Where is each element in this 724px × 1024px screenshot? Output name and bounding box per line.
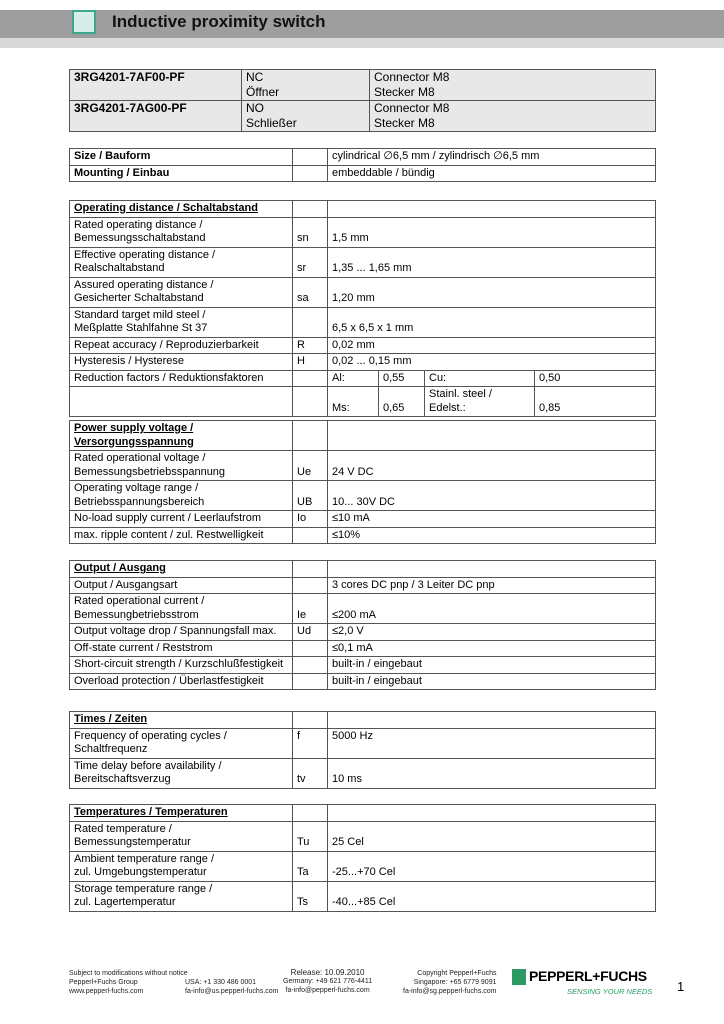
spec-label bbox=[70, 481, 293, 511]
spec-label bbox=[70, 247, 293, 277]
section-title: Times / Zeiten bbox=[70, 712, 293, 729]
footer-usa-phone: USA: +1 330 486 0001 bbox=[185, 979, 257, 986]
reduction-row bbox=[70, 370, 656, 387]
spec-value: 10... 30V DC bbox=[328, 481, 656, 511]
spec-value: 25 Cel bbox=[328, 821, 656, 851]
connection-en: Connector M8 bbox=[374, 101, 450, 115]
spec-symbol bbox=[293, 640, 328, 657]
spec-row bbox=[70, 624, 656, 641]
material-label: Ms: bbox=[328, 387, 379, 417]
footer-web-link[interactable]: www.pepperl-fuchs.com bbox=[69, 988, 144, 995]
spec-label-de: Realschaltabstand bbox=[74, 262, 165, 274]
spec-label: max. ripple content / zul. Restwelligkeit bbox=[70, 527, 293, 544]
section-header-row bbox=[70, 421, 656, 451]
product-connection bbox=[370, 101, 656, 132]
section-title-en: Power supply voltage / bbox=[74, 422, 194, 434]
product-row bbox=[70, 101, 656, 132]
spec-value: embeddable / bündig bbox=[328, 165, 656, 182]
spec-label bbox=[70, 307, 293, 337]
spec-value: 3 cores DC pnp / 3 Leiter DC pnp bbox=[328, 577, 656, 594]
spec-symbol bbox=[293, 577, 328, 594]
spec-label-en: Ambient temperature range / bbox=[74, 852, 215, 865]
footer-singapore-phone: Singapore: +65 6779 9091 bbox=[413, 979, 497, 986]
spec-row bbox=[70, 821, 656, 851]
spec-value: 1,5 mm bbox=[328, 217, 656, 247]
section-title bbox=[70, 421, 293, 451]
page-number: 1 bbox=[677, 979, 685, 994]
spec-label bbox=[70, 728, 293, 758]
material-factor: 0,65 bbox=[379, 387, 425, 417]
material-factor: 0,85 bbox=[535, 387, 656, 417]
spec-value: -40...+85 Cel bbox=[328, 881, 656, 911]
spec-row bbox=[70, 640, 656, 657]
section-title: Output / Ausgang bbox=[70, 561, 293, 578]
spec-row bbox=[70, 728, 656, 758]
spec-label-de: Betriebsspannungsbereich bbox=[74, 495, 205, 508]
spec-value: ≤200 mA bbox=[328, 594, 656, 624]
spec-label-en: Frequency of operating cycles / bbox=[74, 729, 227, 742]
spec-label-en: Effective operating distance / bbox=[74, 248, 216, 261]
empty-cell bbox=[293, 370, 328, 387]
footer-usa bbox=[185, 978, 278, 996]
spec-label-en: Operating voltage range / bbox=[74, 482, 199, 494]
spec-row bbox=[70, 451, 656, 481]
spec-value: 1,20 mm bbox=[328, 277, 656, 307]
spec-label-en: Time delay before availability / bbox=[74, 759, 222, 772]
product-code: 3RG4201-7AF00-PF bbox=[70, 70, 242, 101]
times-table bbox=[69, 711, 656, 789]
spec-label-de: Bereitschaftsverzug bbox=[74, 773, 171, 785]
spec-label-de: zul. Umgebungstemperatur bbox=[74, 866, 207, 878]
company-slogan: SENSING YOUR NEEDS bbox=[567, 987, 653, 996]
spec-label-de: Gesicherter Schaltabstand bbox=[74, 292, 204, 304]
spec-symbol: Tu bbox=[293, 821, 328, 851]
spec-row bbox=[70, 851, 656, 881]
footer-germany-mail[interactable]: fa-info@pepperl-fuchs.com bbox=[285, 987, 370, 994]
spec-symbol: Ta bbox=[293, 851, 328, 881]
reduction-row bbox=[70, 387, 656, 417]
section-title: Temperatures / Temperaturen bbox=[70, 805, 293, 822]
spec-label bbox=[70, 594, 293, 624]
spec-value: 1,35 ... 1,65 mm bbox=[328, 247, 656, 277]
empty-cell bbox=[293, 712, 328, 729]
footer-singapore-mail[interactable]: fa-info@sg.pepperl-fuchs.com bbox=[403, 988, 497, 995]
spec-symbol: Ie bbox=[293, 594, 328, 624]
material-label: Stainl. steel / Edelst.: bbox=[425, 387, 535, 417]
spec-label: Overload protection / Überlastfestigkeit bbox=[70, 673, 293, 690]
spec-label-en: Rated operating distance / bbox=[74, 218, 203, 231]
spec-symbol bbox=[293, 165, 328, 182]
product-contact bbox=[242, 70, 370, 101]
spec-value: 24 V DC bbox=[328, 451, 656, 481]
product-connection bbox=[370, 70, 656, 101]
spec-label: Output / Ausgangsart bbox=[70, 577, 293, 594]
spec-symbol: sa bbox=[293, 277, 328, 307]
spec-value: ≤10% bbox=[328, 527, 656, 544]
spec-label: Off-state current / Reststrom bbox=[70, 640, 293, 657]
product-row bbox=[70, 70, 656, 101]
spec-label-de: Bemessungbetriebsstrom bbox=[74, 608, 199, 621]
spec-label: Reduction factors / Reduktionsfaktoren bbox=[70, 370, 293, 387]
spec-value: 6,5 x 6,5 x 1 mm bbox=[328, 307, 656, 337]
spec-value: 5000 Hz bbox=[328, 728, 656, 758]
empty-cell bbox=[328, 561, 656, 578]
spec-label: No-load supply current / Leerlaufstrom bbox=[70, 511, 293, 528]
spec-row bbox=[70, 657, 656, 674]
spec-value: 10 ms bbox=[328, 758, 656, 788]
connection-de: Stecker M8 bbox=[374, 85, 435, 99]
spec-symbol bbox=[293, 527, 328, 544]
empty-cell bbox=[293, 421, 328, 451]
spec-row bbox=[70, 337, 656, 354]
spec-label: Size / Bauform bbox=[70, 149, 293, 166]
footer-group: Pepperl+Fuchs Group bbox=[69, 979, 138, 986]
spec-row bbox=[70, 758, 656, 788]
spec-value: ≤0,1 mA bbox=[328, 640, 656, 657]
product-table bbox=[69, 69, 656, 132]
footer-germany bbox=[283, 968, 372, 995]
spec-symbol: sr bbox=[293, 247, 328, 277]
spec-symbol: Ts bbox=[293, 881, 328, 911]
spec-value: built-in / eingebaut bbox=[328, 657, 656, 674]
empty-cell bbox=[328, 421, 656, 451]
product-code: 3RG4201-7AG00-PF bbox=[70, 101, 242, 132]
spec-label: Repeat accuracy / Reproduzierbarkeit bbox=[70, 337, 293, 354]
empty-cell bbox=[328, 201, 656, 218]
spec-label-en: Rated operational voltage / bbox=[74, 452, 206, 464]
temperatures-table bbox=[69, 804, 656, 912]
spec-row bbox=[70, 149, 656, 166]
connection-en: Connector M8 bbox=[374, 70, 450, 84]
operating-distance-table bbox=[69, 200, 656, 417]
pepperl-fuchs-logo-icon bbox=[512, 969, 526, 985]
spec-label-de: zul. Lagertemperatur bbox=[74, 896, 176, 908]
material-factor: 0,55 bbox=[379, 370, 425, 387]
contact-en: NO bbox=[246, 101, 264, 115]
empty-cell bbox=[293, 387, 328, 417]
section-header-row bbox=[70, 805, 656, 822]
spec-label bbox=[70, 277, 293, 307]
section-header-row bbox=[70, 561, 656, 578]
footer-left bbox=[69, 969, 188, 996]
spec-row bbox=[70, 277, 656, 307]
spec-symbol: Ue bbox=[293, 451, 328, 481]
spec-symbol: sn bbox=[293, 217, 328, 247]
header-bar bbox=[0, 10, 724, 38]
section-title: Operating distance / Schaltabstand bbox=[70, 201, 293, 218]
spec-row bbox=[70, 217, 656, 247]
spec-value: ≤10 mA bbox=[328, 511, 656, 528]
header-square-icon bbox=[72, 10, 96, 34]
spec-label-de: Bemessungsschaltabstand bbox=[74, 232, 206, 244]
spec-label bbox=[70, 758, 293, 788]
size-table bbox=[69, 148, 656, 182]
spec-symbol bbox=[293, 673, 328, 690]
spec-label-de: Bemessungstemperatur bbox=[74, 836, 191, 848]
spec-value: cylindrical ∅6,5 mm / zylindrisch ∅6,5 mm bbox=[328, 149, 656, 166]
spec-label-en: Rated operational current / bbox=[74, 595, 205, 607]
spec-label: Hysteresis / Hysterese bbox=[70, 354, 293, 371]
connection-de: Stecker M8 bbox=[374, 116, 435, 130]
spec-value: -25...+70 Cel bbox=[328, 851, 656, 881]
spec-label-en: Rated temperature / bbox=[74, 822, 172, 835]
spec-label-de: Schaltfrequenz bbox=[74, 743, 148, 755]
spec-label-de: Meßplatte Stahlfahne St 37 bbox=[74, 322, 208, 334]
section-header-row bbox=[70, 201, 656, 218]
spec-row bbox=[70, 577, 656, 594]
spec-row bbox=[70, 594, 656, 624]
spec-symbol: UB bbox=[293, 481, 328, 511]
spec-row bbox=[70, 881, 656, 911]
spec-label bbox=[70, 451, 293, 481]
header-underline bbox=[0, 38, 724, 48]
spec-symbol bbox=[293, 149, 328, 166]
spec-value: ≤2,0 V bbox=[328, 624, 656, 641]
spec-label bbox=[70, 821, 293, 851]
spec-symbol bbox=[293, 307, 328, 337]
spec-row bbox=[70, 247, 656, 277]
spec-symbol: tv bbox=[293, 758, 328, 788]
spec-row bbox=[70, 511, 656, 528]
spec-label-en: Storage temperature range / bbox=[74, 882, 213, 895]
footer-singapore bbox=[403, 969, 496, 996]
spec-symbol: f bbox=[293, 728, 328, 758]
section-title-de: Versorgungsspannung bbox=[74, 435, 194, 448]
spec-value: 0,02 mm bbox=[328, 337, 656, 354]
spec-label-en: Assured operating distance / bbox=[74, 278, 214, 291]
contact-de: Öffner bbox=[246, 85, 280, 99]
spec-label bbox=[70, 881, 293, 911]
empty-cell bbox=[70, 387, 293, 417]
empty-cell bbox=[328, 712, 656, 729]
spec-row bbox=[70, 527, 656, 544]
power-supply-table bbox=[69, 420, 656, 544]
empty-cell bbox=[293, 561, 328, 578]
material-label: Al: bbox=[328, 370, 379, 387]
spec-row bbox=[70, 481, 656, 511]
footer-release: Release: 10.09.2010 bbox=[290, 968, 365, 977]
spec-row bbox=[70, 354, 656, 371]
spec-row bbox=[70, 673, 656, 690]
spec-label: Output voltage drop / Spannungsfall max. bbox=[70, 624, 293, 641]
spec-row bbox=[70, 165, 656, 182]
empty-cell bbox=[293, 201, 328, 218]
empty-cell bbox=[293, 805, 328, 822]
footer-usa-mail[interactable]: fa-info@us.pepperl-fuchs.com bbox=[185, 988, 279, 995]
spec-symbol: Ud bbox=[293, 624, 328, 641]
spec-row bbox=[70, 307, 656, 337]
product-contact bbox=[242, 101, 370, 132]
footer-subject: Subject to modifications without notice bbox=[69, 970, 188, 977]
contact-en: NC bbox=[246, 70, 264, 84]
footer-copyright: Copyright Pepperl+Fuchs bbox=[417, 970, 497, 977]
spec-symbol: H bbox=[293, 354, 328, 371]
spec-label: Mounting / Einbau bbox=[70, 165, 293, 182]
footer-germany-phone: Germany: +49 621 776-4411 bbox=[283, 978, 373, 985]
spec-label: Short-circuit strength / Kurzschlußfestigkeit bbox=[70, 657, 293, 674]
spec-value: built-in / eingebaut bbox=[328, 673, 656, 690]
section-header-row bbox=[70, 712, 656, 729]
spec-value: 0,02 ... 0,15 mm bbox=[328, 354, 656, 371]
spec-symbol bbox=[293, 657, 328, 674]
spec-label bbox=[70, 851, 293, 881]
spec-label-de: Bemessungsbetriebsspannung bbox=[74, 465, 226, 478]
spec-symbol: R bbox=[293, 337, 328, 354]
material-label: Cu: bbox=[425, 370, 535, 387]
material-factor: 0,50 bbox=[535, 370, 656, 387]
page-title: Inductive proximity switch bbox=[112, 12, 326, 31]
output-table bbox=[69, 560, 656, 690]
company-logo: PEPPERL+FUCHS bbox=[529, 968, 647, 984]
contact-de: Schließer bbox=[246, 116, 297, 130]
empty-cell bbox=[328, 805, 656, 822]
spec-label bbox=[70, 217, 293, 247]
spec-symbol: Io bbox=[293, 511, 328, 528]
spec-label-en: Standard target mild steel / bbox=[74, 308, 206, 321]
